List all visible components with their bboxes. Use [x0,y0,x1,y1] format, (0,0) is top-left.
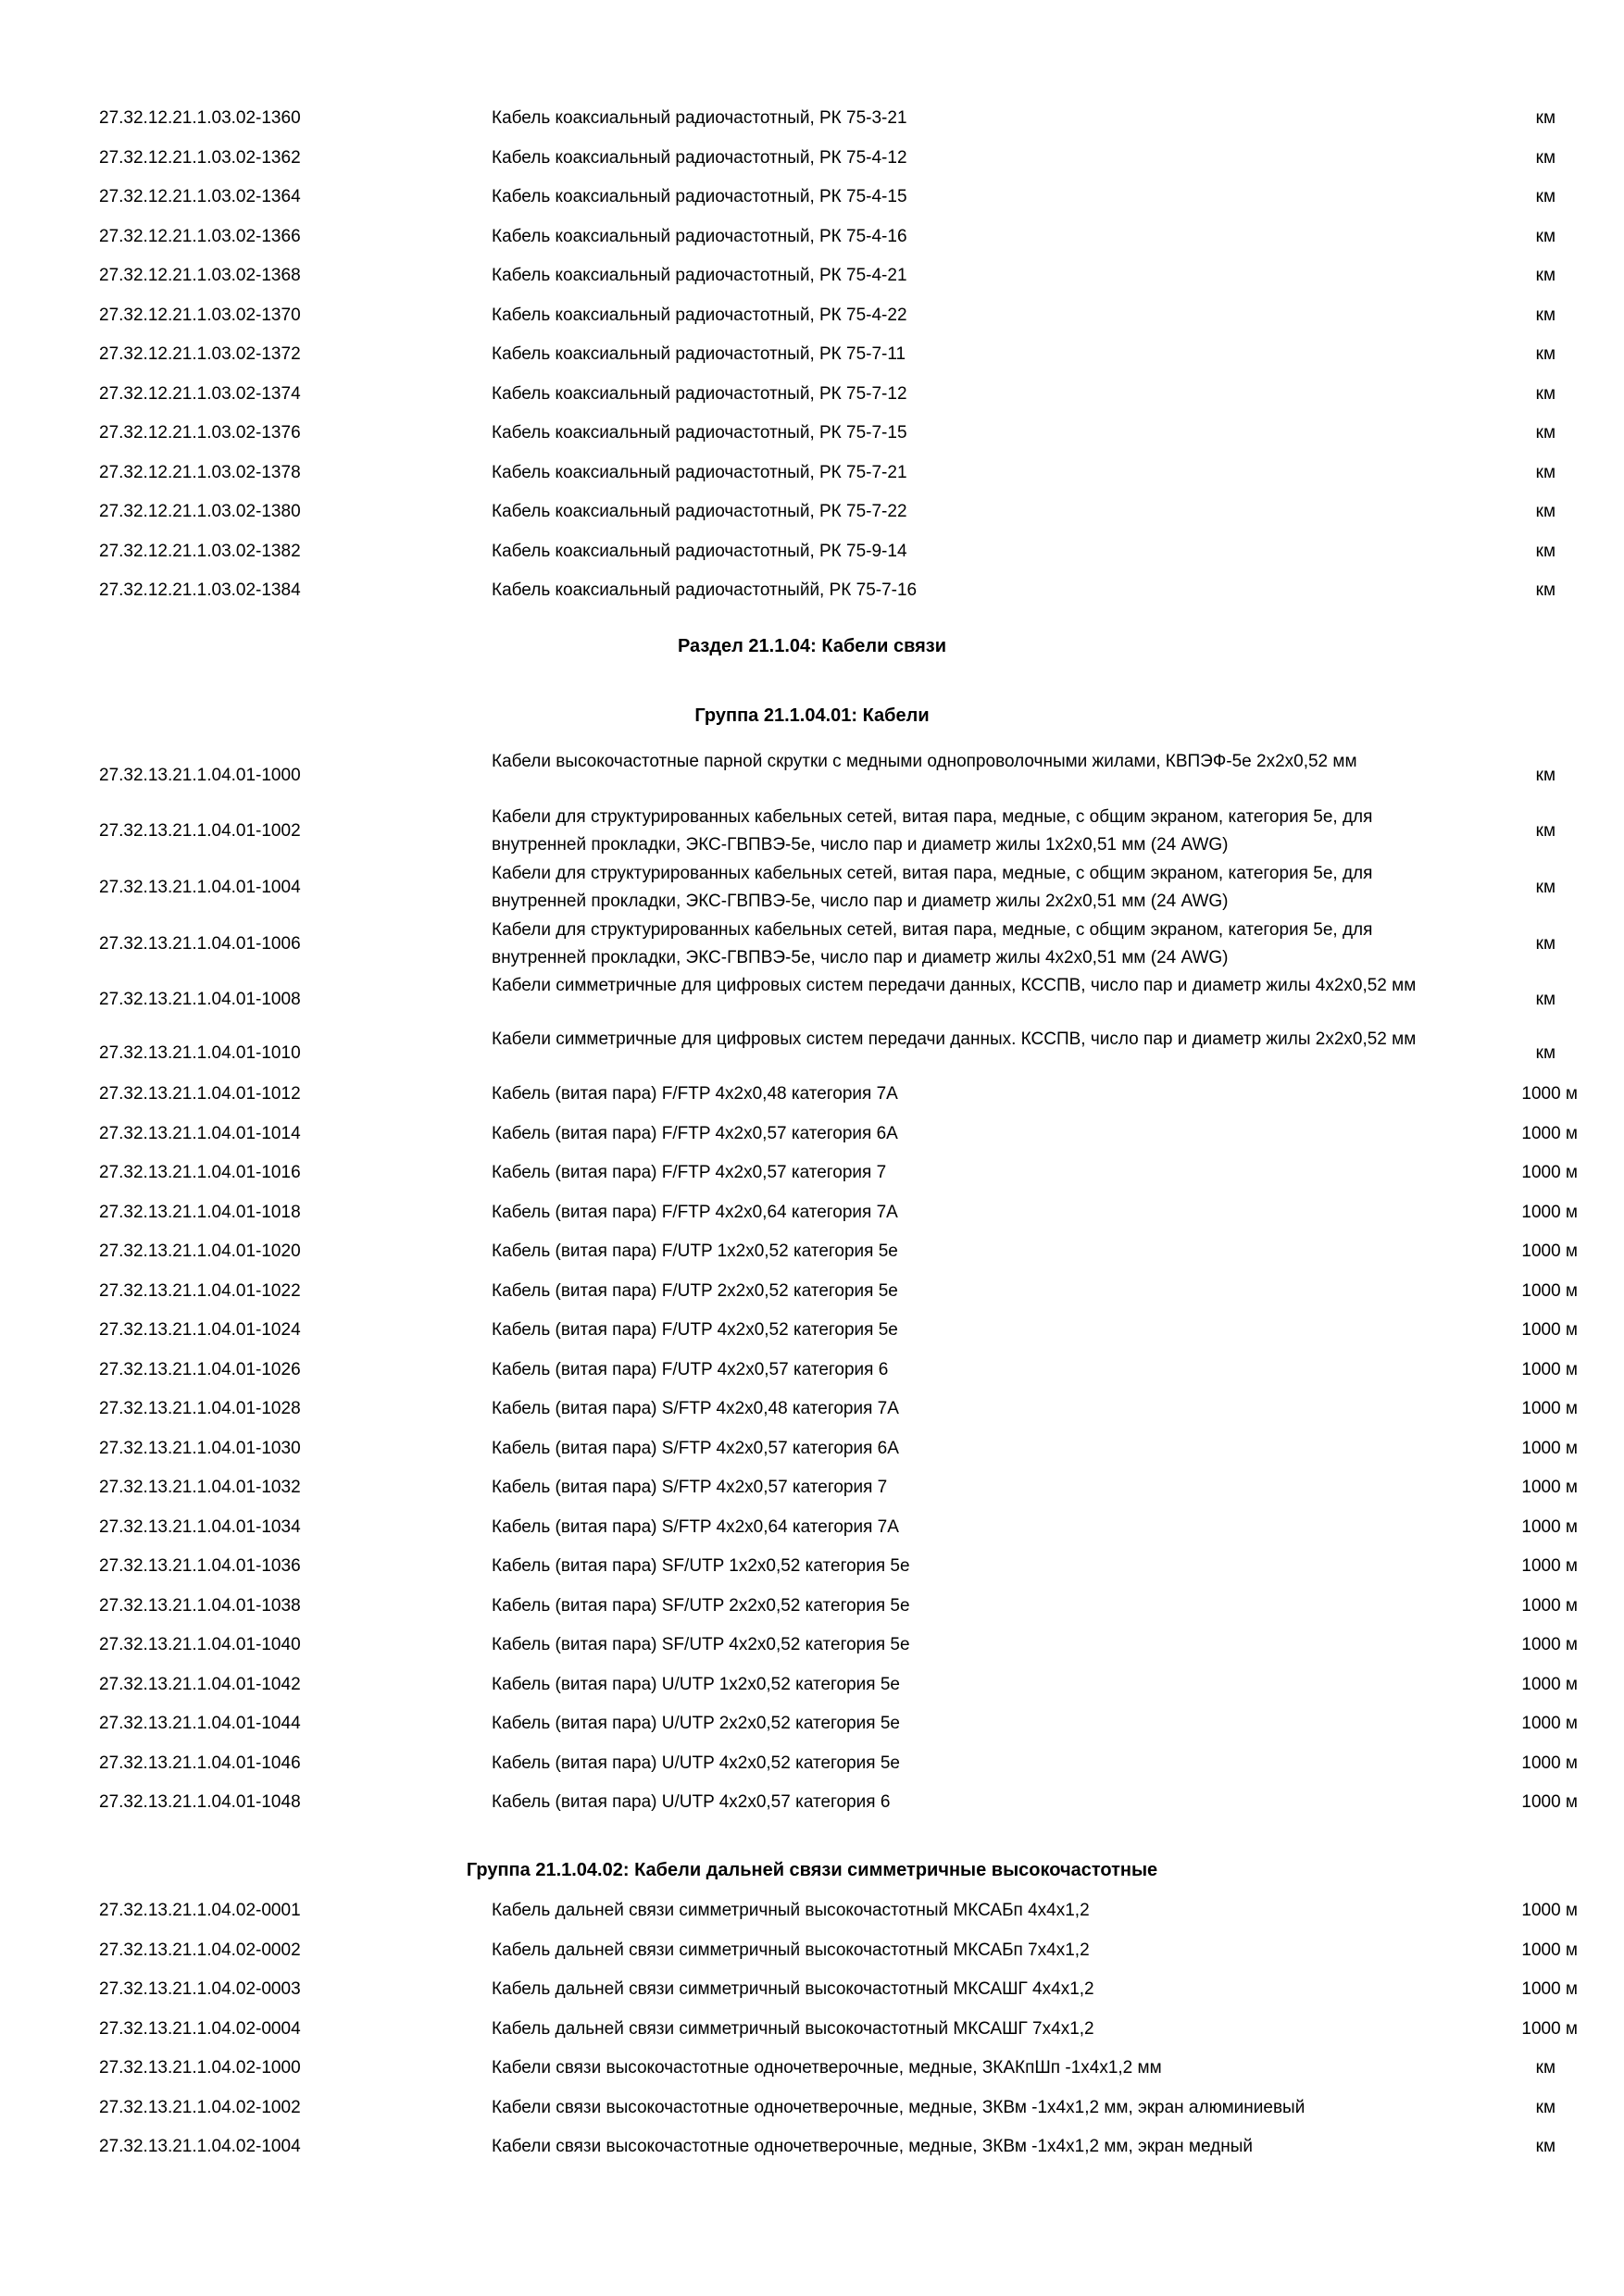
row-code: 27.32.13.21.1.04.01-1022 [99,1280,301,1301]
row-name: Кабель коаксиальный радиочастотный, РК 75-4-12 [492,147,907,168]
row-unit: 1000 м [1521,1399,1578,1418]
row-unit: км [1535,502,1555,521]
row-code: 27.32.13.21.1.04.01-1046 [99,1753,301,1773]
row-code: 27.32.13.21.1.04.02-0003 [99,1979,301,1999]
row-unit: 1000 м [1521,1635,1578,1654]
row-code: 27.32.13.21.1.04.01-1026 [99,1359,301,1379]
row-unit: км [1535,580,1555,600]
row-unit: км [1535,766,1555,785]
row-unit: км [1535,266,1555,285]
row-unit: км [1535,147,1555,168]
row-unit: км [1535,2137,1555,2156]
row-name: Кабели для структурированных кабельных сетей, витая пара, медные, с общим экраном, категория 5е, для внутренней прокладки, ЭКС-ГВПВЭ-5е, число пар и диаметр жилы 2х2х0,51 мм (24 AWG) [492,864,1373,911]
row-unit: 1000 м [1521,1478,1578,1497]
row-name: Кабель (витая пара) S/FTP 4x2x0,57 категория 6A [492,1438,899,1458]
row-code: 27.32.12.21.1.03.02-1362 [99,147,301,168]
row-name: Кабель (витая пара) S/FTP 4x2x0,57 категория 7 [492,1478,888,1497]
row-code: 27.32.12.21.1.03.02-1384 [99,580,301,600]
row-code: 27.32.13.21.1.04.02-1002 [99,2097,301,2117]
row-code: 27.32.13.21.1.04.01-1010 [99,1043,301,1063]
row-name: Кабель (витая пара) SF/UTP 4x2x0,52 категория 5е [492,1635,910,1654]
row-code: 27.32.13.21.1.04.01-1014 [99,1123,301,1143]
row-name: Кабель коаксиальный радиочастотный, РК 75-7-11 [492,344,906,364]
row-name: Кабели для структурированных кабельных сетей, витая пара, медные, с общим экраном, категория 5е, для внутренней прокладки, ЭКС-ГВПВЭ-5е, число пар и диаметр жилы 1х2х0,51 мм (24 AWG) [492,807,1373,855]
row-code: 27.32.13.21.1.04.01-1036 [99,1556,301,1576]
row-unit: км [1535,344,1555,364]
row-unit: 1000 м [1521,1202,1578,1222]
row-unit: 1000 м [1521,1595,1578,1616]
row-code: 27.32.13.21.1.04.01-1044 [99,1714,301,1733]
row-name: Кабели для структурированных кабельных сетей, витая пара, медные, с общим экраном, категория 5е, для внутренней прокладки, ЭКС-ГВПВЭ-5е, число пар и диаметр жилы 4х2х0,51 мм (24 AWG) [492,920,1373,967]
row-code: 27.32.12.21.1.03.02-1360 [99,108,301,128]
row-code: 27.32.12.21.1.03.02-1370 [99,305,301,325]
row-name: Кабель (витая пара) U/UTP 4x2x0,57 категория 6 [492,1792,891,1812]
row-code: 27.32.13.21.1.04.01-1008 [99,990,301,1009]
row-code: 27.32.13.21.1.04.02-0004 [99,2018,301,2039]
row-code: 27.32.13.21.1.04.01-1032 [99,1478,301,1497]
row-name: Кабель (витая пара) U/UTP 1x2x0,52 категория 5е [492,1674,900,1694]
row-unit: км [1535,2058,1555,2078]
row-name: Кабель коаксиальный радиочастотный, РК 75-4-22 [492,305,907,325]
row-code: 27.32.13.21.1.04.01-1002 [99,821,301,841]
row-code: 27.32.13.21.1.04.01-1028 [99,1399,301,1418]
row-unit: 1000 м [1521,1556,1578,1576]
row-code: 27.32.13.21.1.04.02-0001 [99,1901,301,1920]
row-name: Кабель коаксиальный радиочастотный, РК 75-7-22 [492,502,907,521]
row-name: Кабель (витая пара) F/FTP 4x2x0,57 категория 7 [492,1163,887,1182]
row-name: Кабель коаксиальный радиочастотный, РК 75-9-14 [492,541,907,561]
row-unit: км [1535,541,1555,561]
row-name: Кабели связи высокочастотные одночетверочные, медные, ЗКВм -1х4х1,2 мм, экран алюминиевый [492,2097,1305,2117]
row-code: 27.32.13.21.1.04.02-1004 [99,2137,301,2156]
row-name: Кабель коаксиальный радиочастотный, РК 75-7-21 [492,462,907,482]
row-name: Кабель коаксиальный радиочастотный, РК 75-7-15 [492,423,907,443]
row-unit: км [1535,821,1555,841]
row-unit: 1000 м [1521,1901,1578,1920]
row-code: 27.32.12.21.1.03.02-1376 [99,423,301,443]
row-code: 27.32.13.21.1.04.01-1006 [99,934,301,954]
row-code: 27.32.13.21.1.04.01-1000 [99,766,301,785]
row-code: 27.32.13.21.1.04.01-1030 [99,1438,301,1458]
row-unit: 1000 м [1521,1714,1578,1733]
row-unit: 1000 м [1521,1280,1578,1301]
row-unit: км [1535,423,1555,443]
row-unit: 1000 м [1521,1320,1578,1340]
row-unit: 1000 м [1521,1359,1578,1379]
row-unit: км [1535,934,1555,954]
row-code: 27.32.13.21.1.04.01-1004 [99,878,301,897]
row-code: 27.32.13.21.1.04.01-1042 [99,1674,301,1694]
row-unit: 1000 м [1521,2018,1578,2039]
row-code: 27.32.13.21.1.04.01-1048 [99,1792,301,1812]
row-code: 27.32.13.21.1.04.01-1034 [99,1516,301,1537]
row-name: Кабели симметричные для цифровых систем передачи данных. КССПВ, число пар и диаметр жилы 2х2х0,52 мм [492,1029,1417,1049]
row-code: 27.32.13.21.1.04.01-1018 [99,1202,301,1222]
row-unit: 1000 м [1521,1163,1578,1182]
row-name: Кабели высокочастотные парной скрутки с медными однопроволочными жилами, КВПЭФ-5е 2х2х0,52 мм [492,752,1357,771]
row-name: Кабель (витая пара) F/UTP 2x2x0,52 категория 5е [492,1280,898,1301]
row-name: Кабель дальней связи симметричный высокочастотный МКСАБп 7х4х1,2 [492,1940,1090,1960]
row-unit: 1000 м [1521,1242,1578,1261]
row-name: Кабель (витая пара) U/UTP 2x2x0,52 категория 5е [492,1714,900,1733]
row-unit: 1000 м [1521,1123,1578,1143]
row-unit: км [1535,383,1555,404]
row-unit: 1000 м [1521,1674,1578,1694]
row-name: Кабель коаксиальный радиочастотный, РК 75-7-12 [492,383,907,404]
row-name: Кабель коаксиальный радиочастотный, РК 75-4-15 [492,187,907,206]
row-name: Кабель коаксиальный радиочастотныйй, РК 75-7-16 [492,580,918,600]
row-unit: км [1535,305,1555,325]
row-unit: 1000 м [1521,1084,1578,1104]
row-name: Кабель коаксиальный радиочастотный, РК 75-4-16 [492,226,907,246]
row-code: 27.32.12.21.1.03.02-1380 [99,502,301,521]
row-name: Кабель (витая пара) F/UTP 1x2x0,52 категория 5е [492,1242,898,1261]
row-name: Кабель (витая пара) SF/UTP 2x2x0,52 категория 5е [492,1595,910,1616]
row-name: Кабель дальней связи симметричный высокочастотный МКСАШГ 4х4х1,2 [492,1979,1094,1999]
row-name: Кабель дальней связи симметричный высокочастотный МКСАБп 4х4х1,2 [492,1901,1090,1920]
row-code: 27.32.12.21.1.03.02-1366 [99,226,301,246]
row-code: 27.32.13.21.1.04.01-1012 [99,1084,301,1104]
row-code: 27.32.12.21.1.03.02-1372 [99,344,301,364]
row-name: Кабель (витая пара) S/FTP 4x2x0,64 категория 7A [492,1516,899,1537]
row-name: Кабель коаксиальный радиочастотный, РК 75-4-21 [492,266,907,285]
row-unit: км [1535,2097,1555,2117]
row-unit: км [1535,187,1555,206]
section-heading: Раздел 21.1.04: Кабели связи [677,636,947,656]
row-code: 27.32.12.21.1.03.02-1382 [99,541,301,561]
row-name: Кабели связи высокочастотные одночетверочные, медные, ЗКАКпШп -1х4х1,2 мм [492,2058,1162,2078]
row-name: Кабель (витая пара) F/UTP 4x2x0,52 категория 5е [492,1320,898,1340]
row-code: 27.32.12.21.1.03.02-1374 [99,383,301,404]
row-unit: км [1535,226,1555,246]
row-name: Кабель (витая пара) F/FTP 4x2x0,64 категория 7A [492,1202,898,1222]
row-name: Кабель (витая пара) F/FTP 4x2x0,57 категория 6A [492,1123,898,1143]
group-heading-long-distance: Группа 21.1.04.02: Кабели дальней связи симметричные высокочастотные [466,1860,1158,1880]
row-name: Кабель (витая пара) SF/UTP 1x2x0,52 категория 5е [492,1556,910,1576]
row-name: Кабели связи высокочастотные одночетверочные, медные, ЗКВм -1х4х1,2 мм, экран медный [492,2137,1253,2156]
row-unit: 1000 м [1521,1753,1578,1773]
row-code: 27.32.12.21.1.03.02-1368 [99,266,301,285]
row-code: 27.32.13.21.1.04.01-1040 [99,1635,301,1654]
row-unit: 1000 м [1521,1940,1578,1960]
row-name: Кабель дальней связи симметричный высокочастотный МКСАШГ 7х4х1,2 [492,2018,1094,2039]
row-name: Кабель коаксиальный радиочастотный, РК 75-3-21 [492,108,907,128]
row-unit: 1000 м [1521,1792,1578,1812]
row-unit: км [1535,990,1555,1009]
row-name: Кабель (витая пара) S/FTP 4x2x0,48 категория 7A [492,1399,899,1418]
row-code: 27.32.13.21.1.04.01-1016 [99,1163,301,1182]
row-unit: км [1535,108,1555,128]
group-heading-cables: Группа 21.1.04.01: Кабели [694,705,930,726]
row-code: 27.32.13.21.1.04.01-1024 [99,1320,301,1340]
row-code: 27.32.13.21.1.04.02-0002 [99,1940,301,1960]
row-unit: 1000 м [1521,1979,1578,1999]
row-code: 27.32.13.21.1.04.01-1020 [99,1242,301,1261]
row-name: Кабель (витая пара) F/UTP 4x2x0,57 категория 6 [492,1359,889,1379]
row-unit: 1000 м [1521,1516,1578,1537]
row-code: 27.32.13.21.1.04.01-1038 [99,1595,301,1616]
row-name: Кабель (витая пара) F/FTP 4x2x0,48 категория 7A [492,1084,898,1104]
row-unit: км [1535,1043,1555,1063]
row-name: Кабель (витая пара) U/UTP 4x2x0,52 категория 5е [492,1753,900,1773]
row-code: 27.32.12.21.1.03.02-1364 [99,187,301,206]
row-code: 27.32.13.21.1.04.02-1000 [99,2058,301,2078]
row-unit: км [1535,462,1555,482]
row-unit: 1000 м [1521,1438,1578,1458]
row-name: Кабели симметричные для цифровых систем передачи данных, КССПВ, число пар и диаметр жилы 4х2х0,52 мм [492,976,1417,995]
row-unit: км [1535,878,1555,897]
row-code: 27.32.12.21.1.03.02-1378 [99,462,301,482]
